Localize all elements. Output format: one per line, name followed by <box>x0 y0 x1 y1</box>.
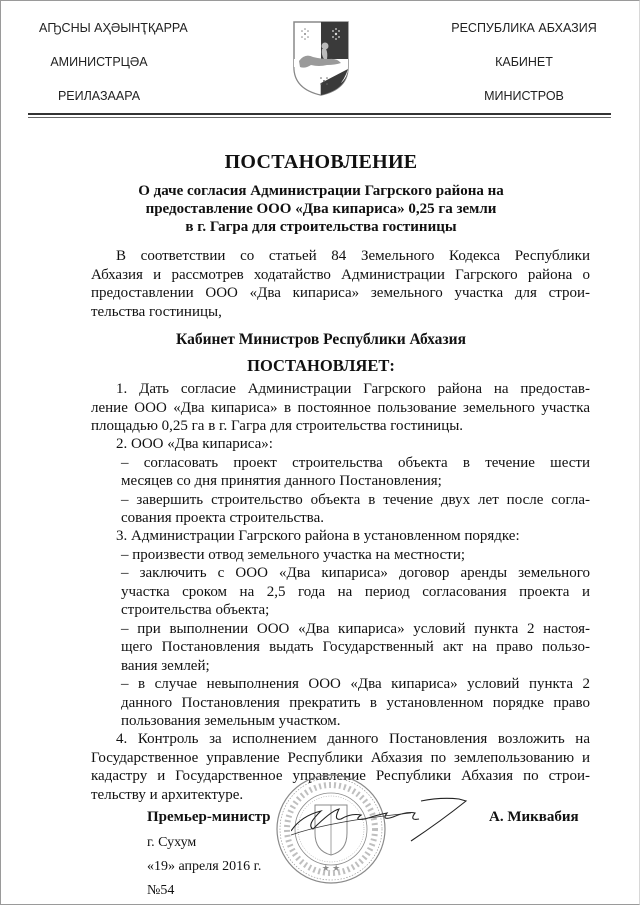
signatory-name: А. Миквабия <box>489 809 579 825</box>
item-3-line: – произвести отвод земельного участка на местности; <box>121 546 466 563</box>
header-right-line-1: РЕСПУБЛИКА АБХАЗИЯ <box>451 21 597 35</box>
item-2 <box>121 454 590 528</box>
item-4-first <box>116 730 590 749</box>
document-title: ПОСТАНОВЛЕНИЕ <box>224 151 418 173</box>
svg-text:★ ★: ★ ★ <box>321 863 341 873</box>
preamble-line: предоставлении ООО «Два кипариса» земельного участка для строи- <box>91 285 590 301</box>
issuer: Кабинет Министров Республики Абхазия <box>176 331 466 348</box>
item-2-line: – согласовать проект строительства объекта в течение шести <box>121 454 590 471</box>
item-4-line: кадастру и Государственное управление Республики Абхазия по строи- <box>91 768 590 784</box>
subtitle-line: предоставление ООО «Два кипариса» 0,25 га земли <box>145 201 497 217</box>
item-1-first <box>116 380 590 399</box>
item-1-line: ление ООО «Два кипариса» в постоянное пользование земельного участка <box>91 399 590 416</box>
subtitle-line: О даче согласия Администрации Гагрского района на <box>138 183 504 199</box>
preamble-line: В соответствии со статьей 84 Земельного Кодекса Республики <box>116 248 590 264</box>
item-3-line: пользования земельным участком. <box>121 713 341 729</box>
item-3-line: – при выполнении ООО «Два кипариса» условий пункта 2 настоя- <box>121 620 590 637</box>
item-3-line: щего Постановления выдать Государственный акт на право пользо- <box>121 639 590 655</box>
issue-city: г. Сухум <box>147 835 197 850</box>
item-4-line: тельству и архитектуре. <box>91 786 244 803</box>
subtitle-line: в г. Гагра для строительства гостиницы <box>185 219 457 235</box>
item-1-line: площадью 0,25 га в г. Гагра для строительства гостиницы. <box>91 418 464 434</box>
item-1-line: 1. Дать согласие Администрации Гагрского района на предостав- <box>116 381 590 397</box>
item-3-line: участка сроком на 2,5 года на период согласования проекта и <box>121 583 590 600</box>
item-1 <box>91 399 590 436</box>
item-3 <box>121 546 590 731</box>
signatory-position: Премьер-министр <box>147 809 271 825</box>
header-right-line-2: КАБИНЕТ <box>495 55 553 69</box>
header-left <box>39 13 188 115</box>
header-left-line-3: РЕИЛАЗААРА <box>57 89 141 103</box>
coat-of-arms-icon <box>291 19 351 97</box>
item-3-line: – в случае невыполнения ООО «Два кипариса» условий пункта 2 <box>121 676 590 692</box>
issue-date: «19» апреля 2016 г. <box>147 859 262 874</box>
item-3-heading <box>116 527 590 546</box>
item-3-line: вания землей; <box>121 657 210 674</box>
item-2-line: сования проекта строительства. <box>121 510 324 526</box>
header-divider <box>28 113 611 118</box>
item-2-heading <box>116 435 590 454</box>
document-subtitle <box>101 182 541 236</box>
preamble-line: Абхазия и рассмотрев ходатайство Администрации Гагрского района о <box>91 266 590 283</box>
item-4-line: 4. Контроль за исполнением данного Постановления возложить на <box>116 731 590 747</box>
preamble-line: тельства гостиницы, <box>91 303 222 320</box>
item-2-heading-text: 2. ООО «Два кипариса»: <box>116 436 273 452</box>
item-2-line: – завершить строительство объекта в течение двух лет после согла- <box>121 491 590 508</box>
document-number: №54 <box>147 883 175 898</box>
item-4-line: Государственное управление Республики Абхазия по землепользованию и <box>91 749 590 766</box>
signature-icon <box>291 791 481 851</box>
preamble-first-line-wrap <box>116 247 590 266</box>
header-right <box>449 13 599 115</box>
header-right-line-3: МИНИСТРОВ <box>484 89 564 103</box>
decree-word: ПОСТАНОВЛЯЕТ: <box>247 356 395 375</box>
item-3-heading-text: 3. Администрации Гагрского района в установленном порядке: <box>116 528 520 544</box>
header-left-line-1: АҦСНЫ АҲӘЫНҬҚАРРА <box>39 21 188 35</box>
item-3-line: данного Постановления прекратить в установленном порядке право <box>121 694 590 711</box>
preamble <box>91 266 590 322</box>
item-3-line: строительства объекта; <box>121 602 270 618</box>
item-3-line: – заключить с ООО «Два кипариса» договор аренды земельного <box>121 565 590 581</box>
item-2-line: месяцев со дня принятия данного Постановления; <box>121 473 442 489</box>
header-left-line-2: АМИНИСТРЦӘА <box>50 55 148 69</box>
